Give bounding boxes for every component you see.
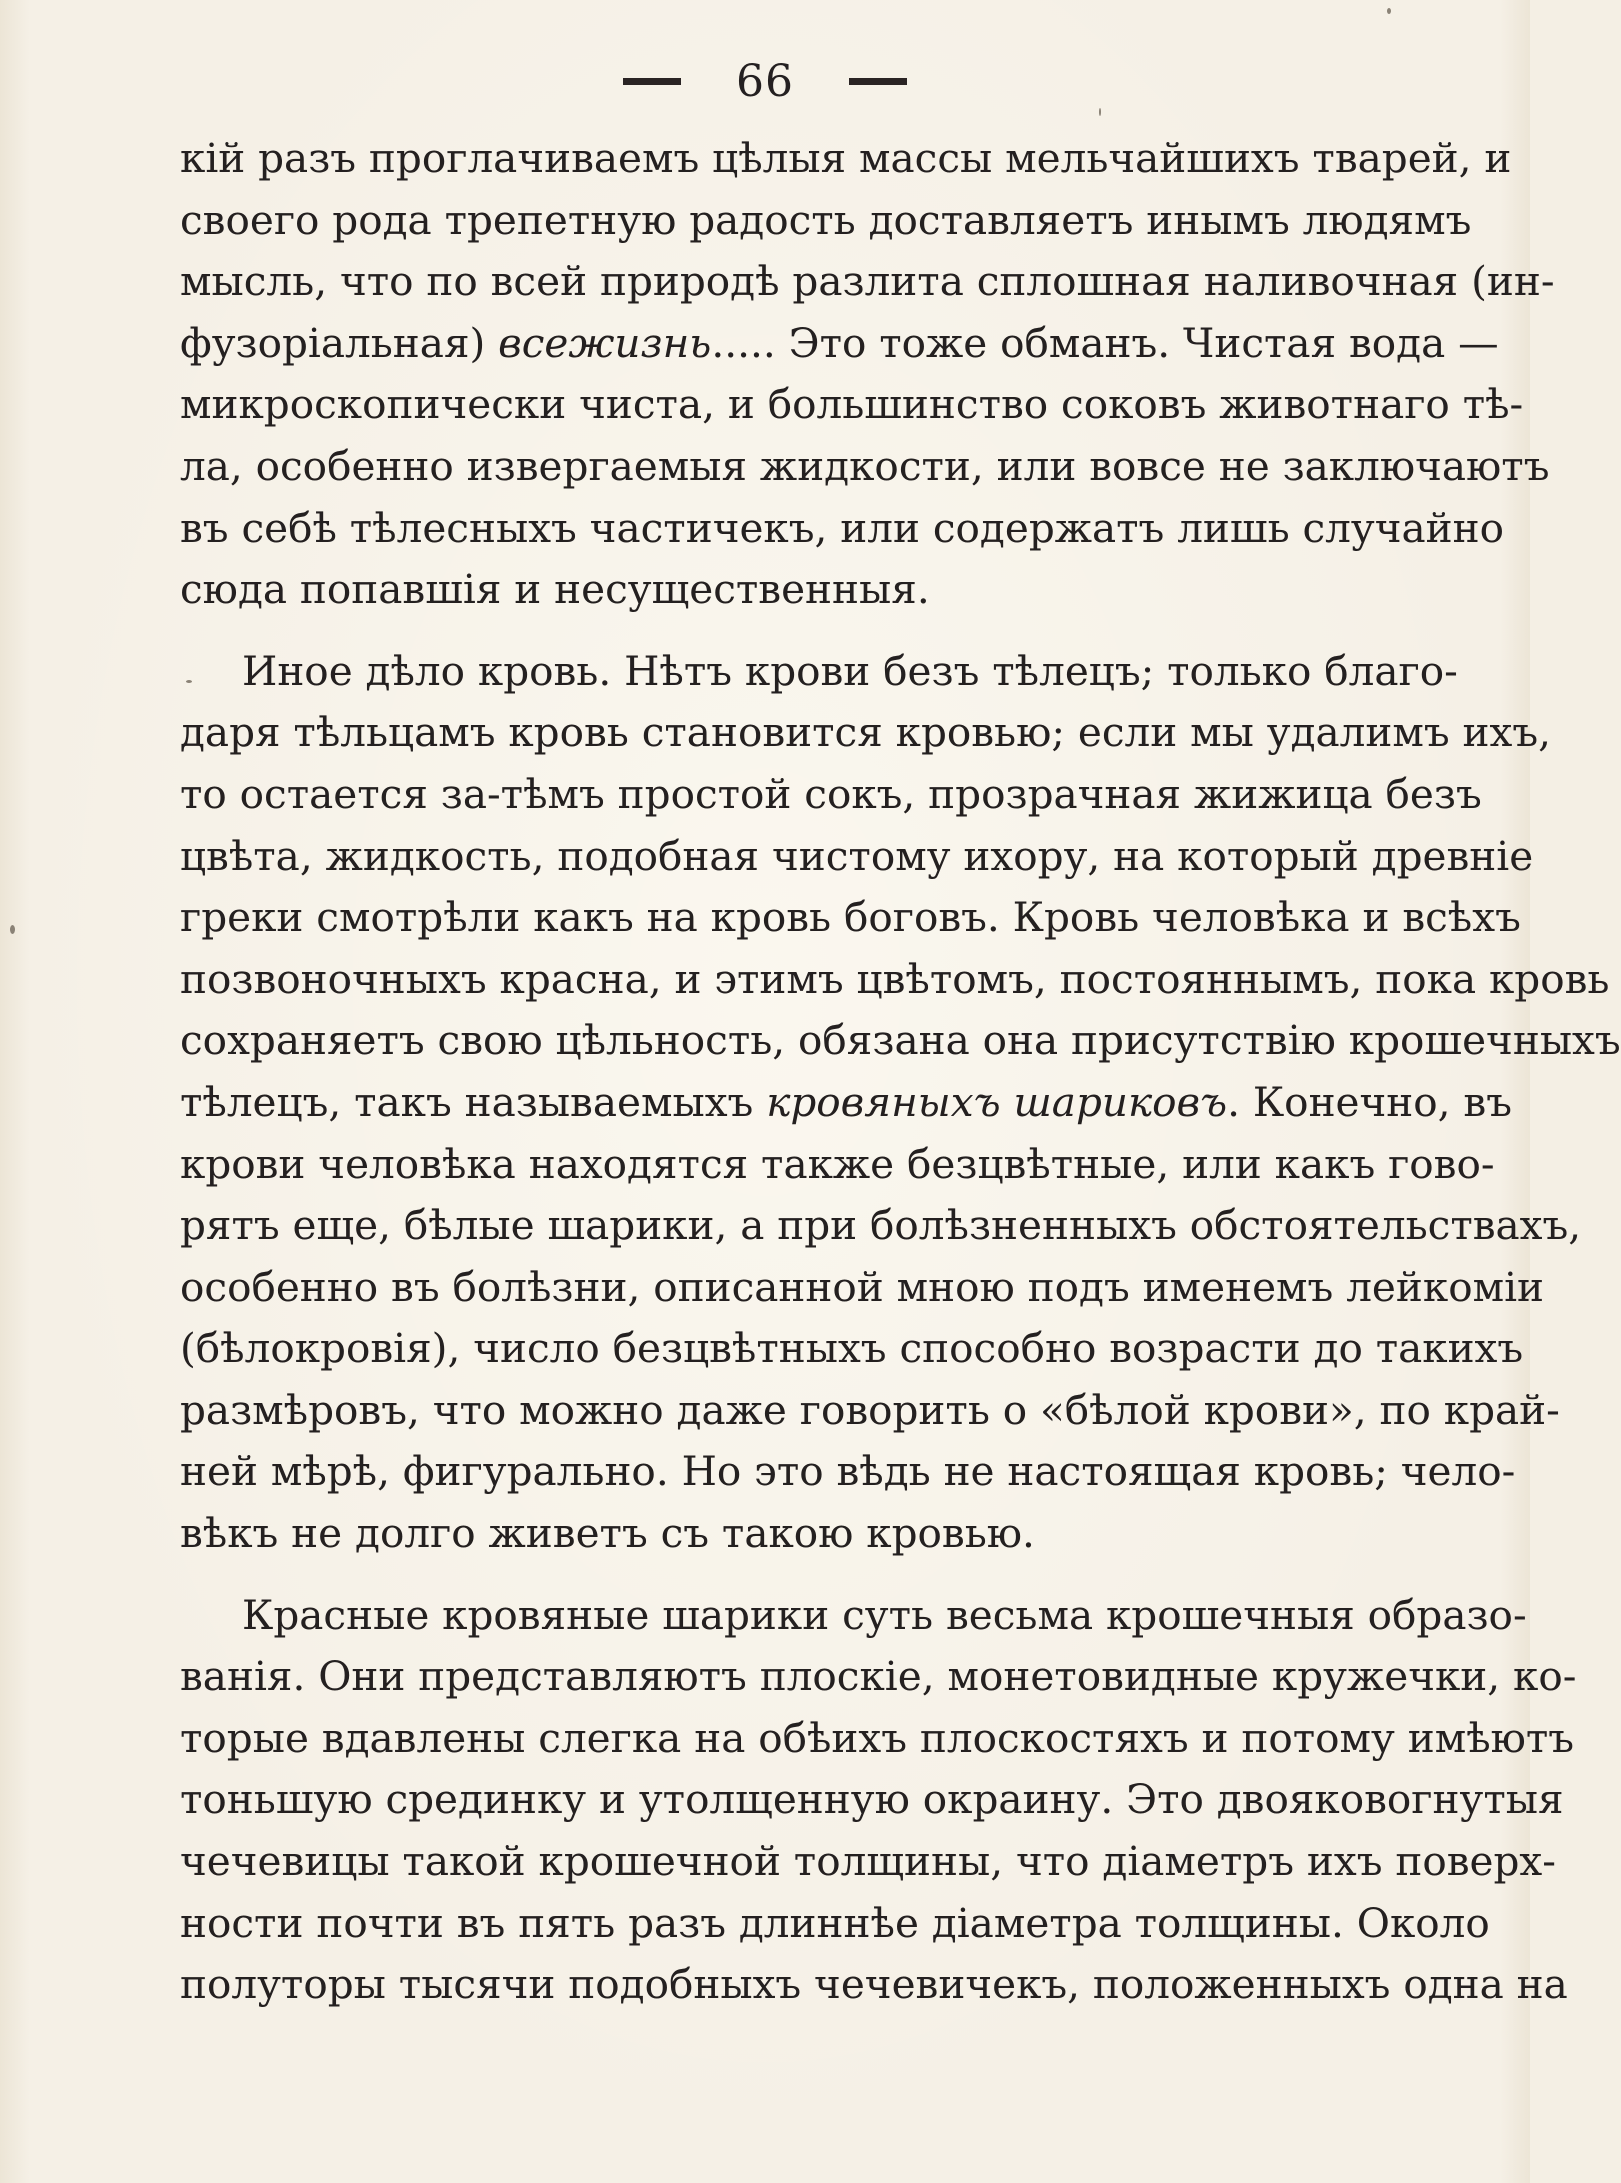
- paragraph-1: [180, 128, 1555, 621]
- text-line: микроскопически чиста, и большинство соковъ животнаго тѣ-: [180, 380, 1524, 429]
- text-line: крови человѣка находятся также безцвѣтные, или какъ гово-: [180, 1139, 1495, 1188]
- text-line: (бѣлокровія), число безцвѣтныхъ способно возрасти до такихъ: [180, 1324, 1524, 1373]
- text-line: даря тѣльцамъ кровь становится кровью; если мы удалимъ ихъ,: [180, 708, 1551, 757]
- page-number: 66: [736, 56, 794, 107]
- text-line: ла, особенно извергаемыя жидкости, или вовсе не заключаютъ: [180, 441, 1550, 490]
- text-line: тѣлецъ, такъ называемыхъ кровяныхъ шариковъ. Конечно, въ: [180, 1077, 1512, 1126]
- right-dash-ornament: [849, 78, 907, 85]
- page-header: [0, 52, 1530, 112]
- text-line: рятъ еще, бѣлые шарики, а при болѣзненныхъ обстоятельствахъ,: [180, 1201, 1582, 1250]
- text-line: въ себѣ тѣлесныхъ частичекъ, или содержатъ лишь случайно: [180, 503, 1505, 552]
- text-line: кій разъ проглачиваемъ цѣлыя массы мельчайшихъ тварей, и: [180, 134, 1512, 182]
- paragraph-3: [180, 1585, 1577, 2016]
- text-line: особенно въ болѣзни, описанной мною подъ именемъ лейкоміи: [180, 1262, 1545, 1311]
- body-text: [180, 128, 1621, 2016]
- text-line: Иное дѣло кровь. Нѣтъ крови безъ тѣлецъ; только благо-: [242, 646, 1458, 695]
- text-line: полуторы тысячи подобныхъ чечевичекъ, положенныхъ одна на: [180, 1960, 1568, 2009]
- left-dash-ornament: [623, 78, 681, 85]
- text-line: тоньшую срединку и утолщенную окраину. Это двояковогнутыя: [180, 1775, 1564, 1824]
- text-line: цвѣта, жидкость, подобная чистому ихору, на который древніе: [180, 831, 1534, 880]
- text-line: то остается за-тѣмъ простой сокъ, прозрачная жижица безъ: [180, 769, 1482, 818]
- text-line: размѣровъ, что можно даже говорить о «бѣлой крови», по край-: [180, 1385, 1560, 1434]
- italic-term: всежизнь: [498, 318, 712, 367]
- text-line: чечевицы такой крошечной толщины, что діаметръ ихъ поверх-: [180, 1837, 1556, 1886]
- paper-speck: [1099, 108, 1101, 116]
- text-line: Красные кровяные шарики суть весьма крошечныя образо-: [242, 1590, 1527, 1639]
- text-line: мысль, что по всей природѣ разлита сплошная наливочная (ин-: [180, 257, 1555, 306]
- text-line: фузоріальная) всежизнь..... Это тоже обманъ. Чистая вода —: [180, 318, 1499, 367]
- text-line: сохраняетъ свою цѣльность, обязана она присутствію крошечныхъ: [180, 1016, 1621, 1065]
- text-line: своего рода трепетную радость доставляетъ инымъ людямъ: [180, 195, 1472, 244]
- paragraph-2: [180, 641, 1621, 1565]
- text-line: торые вдавлены слегка на обѣихъ плоскостяхъ и потому имѣютъ: [180, 1713, 1575, 1762]
- italic-term: кровяныхъ шариковъ: [766, 1077, 1228, 1126]
- paper-speck: [186, 680, 192, 683]
- text-line: греки смотрѣли какъ на кровь боговъ. Кровь человѣка и всѣхъ: [180, 893, 1521, 942]
- paper-speck: [10, 925, 15, 934]
- text-line: ванія. Они представляютъ плоскіе, монетовидные кружечки, ко-: [180, 1652, 1577, 1701]
- text-line: вѣкъ не долго живетъ съ такою кровью.: [180, 1509, 1035, 1558]
- text-line: сюда попавшія и несущественныя.: [180, 565, 930, 614]
- text-line: ней мѣрѣ, фигурально. Но это вѣдь не настоящая кровь; чело-: [180, 1447, 1516, 1496]
- text-line: ности почти въ пять разъ длиннѣе діаметра толщины. Около: [180, 1898, 1490, 1947]
- paper-speck: [1387, 8, 1391, 14]
- text-line: позвоночныхъ красна, и этимъ цвѣтомъ, постояннымъ, пока кровь: [180, 954, 1610, 1003]
